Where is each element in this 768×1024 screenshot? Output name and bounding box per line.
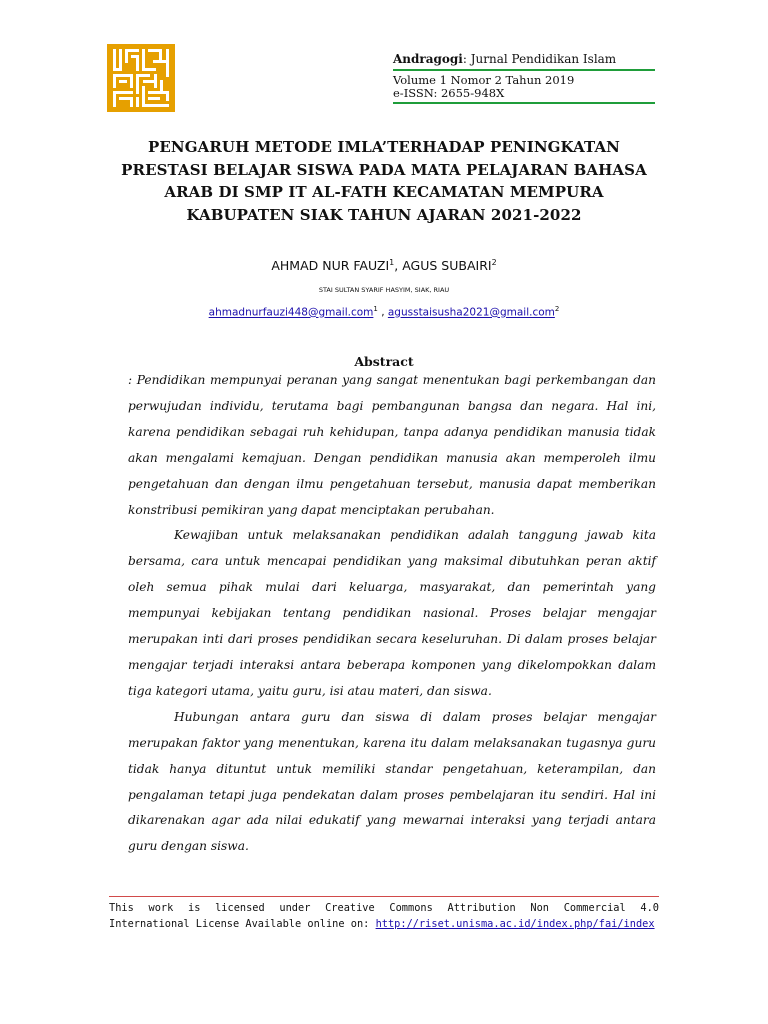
abstract-paragraph: : Pendidikan mempunyai peranan yang sangat menentukan bagi perkembangan dan perwujudan individu, terutama bagi pembangunan bangsa dan negara. Hal ini, karena pendidikan sebagai ruh kehidupan, tanpa adanya pendidikan manusia tidak akan mengalami kemajuan. Dengan pendidikan manusia akan memperoleh ilmu pengetahuan dan dengan ilmu pengetahuan tersebut, manusia dapat memberikan konstribusi pemikiran yang dapat menciptakan perubahan. xyxy=(128,373,656,517)
journal-name xyxy=(393,52,655,67)
email-superscript: 2 xyxy=(554,305,560,313)
abstract-paragraph: Kewajiban untuk melaksanakan pendidikan adalah tanggung jawab kita bersama, cara untuk mencapai pendidikan yang maksimal dibutuhkan peran aktif oleh semua pihak mulai dari keluarga, masyarakat, dan pemerintah yang mempunyai kebijakan tentang pendidikan nasional. Proses belajar mengajar merupakan inti dari proses pendidikan secara keseluruhan. Di dalam proses belajar mengajar terjadi interaksi antara beberapa komponen yang dikelompokkan dalam tiga kategori utama, yaitu guru, isi atau materi, dan siswa. xyxy=(128,528,656,698)
journal-logo xyxy=(107,44,175,112)
email-superscript: 1 xyxy=(373,305,378,313)
email-link[interactable]: ahmadnurfauzi448@gmail.com xyxy=(208,306,374,319)
journal-url-link[interactable]: http://riset.unisma.ac.id/index.php/fai/index xyxy=(375,918,655,930)
email-separator: , xyxy=(377,306,388,319)
journal-volume: Volume 1 Nomor 2 Tahun 2019 xyxy=(393,73,575,87)
journal-issn: e-ISSN: 2655-948X xyxy=(393,86,505,100)
paper-title xyxy=(100,136,668,226)
author-superscript: 1 xyxy=(389,258,395,267)
journal-header xyxy=(393,52,655,107)
author-separator: , xyxy=(394,258,403,274)
title-line: ARAB DI SMP IT AL-FATH KECAMATAN MEMPURA xyxy=(164,183,604,201)
title-line: PRESTASI BELAJAR SISWA PADA MATA PELAJARAN BAHASA xyxy=(121,160,647,179)
license-text: This work is licensed under Creative Commons Attribution Non Commercial 4.0 International License Available online on: xyxy=(109,902,659,930)
license-footer xyxy=(109,900,659,932)
abstract-paragraph: Hubungan antara guru dan siswa di dalam proses belajar mengajar merupakan faktor yang menentukan, karena itu dalam melaksanakan tugasnya guru tidak hanya dituntut untuk memiliki standar pengetahuan, keterampilan, dan pengalaman tetapi juga pendekatan dalam proses pembelajaran itu sendiri. Hal ini dikarenakan agar ada nilai edukatif yang mewarnai interaksi yang terjadi antara guru dengan siswa. xyxy=(128,709,656,854)
abstract-body xyxy=(128,368,656,860)
email-link[interactable]: agusstaisusha2021@gmail.com xyxy=(387,306,555,319)
title-line: KABUPATEN SIAK TAHUN AJARAN 2021-2022 xyxy=(186,205,582,224)
author-name: AGUS SUBAIRI xyxy=(402,258,492,274)
author-list xyxy=(0,258,768,273)
journal-name-rest: : Jurnal Pendidikan Islam xyxy=(462,52,617,66)
author-superscript: 2 xyxy=(491,258,497,267)
kufic-logo-icon xyxy=(107,44,175,112)
green-rule-top xyxy=(393,69,655,71)
footer-rule xyxy=(109,896,659,897)
author-name: AHMAD NUR FAUZI xyxy=(271,258,390,274)
email-list xyxy=(0,305,768,319)
affiliation: STAI SULTAN SYARIF HASYIM, SIAK, RIAU xyxy=(318,286,450,294)
abstract-heading: Abstract xyxy=(354,354,414,369)
green-rule-bottom xyxy=(393,102,655,104)
journal-name-bold: Andragogi xyxy=(393,52,463,66)
title-line: PENGARUH METODE IMLA’TERHADAP PENINGKATAN xyxy=(147,138,620,156)
